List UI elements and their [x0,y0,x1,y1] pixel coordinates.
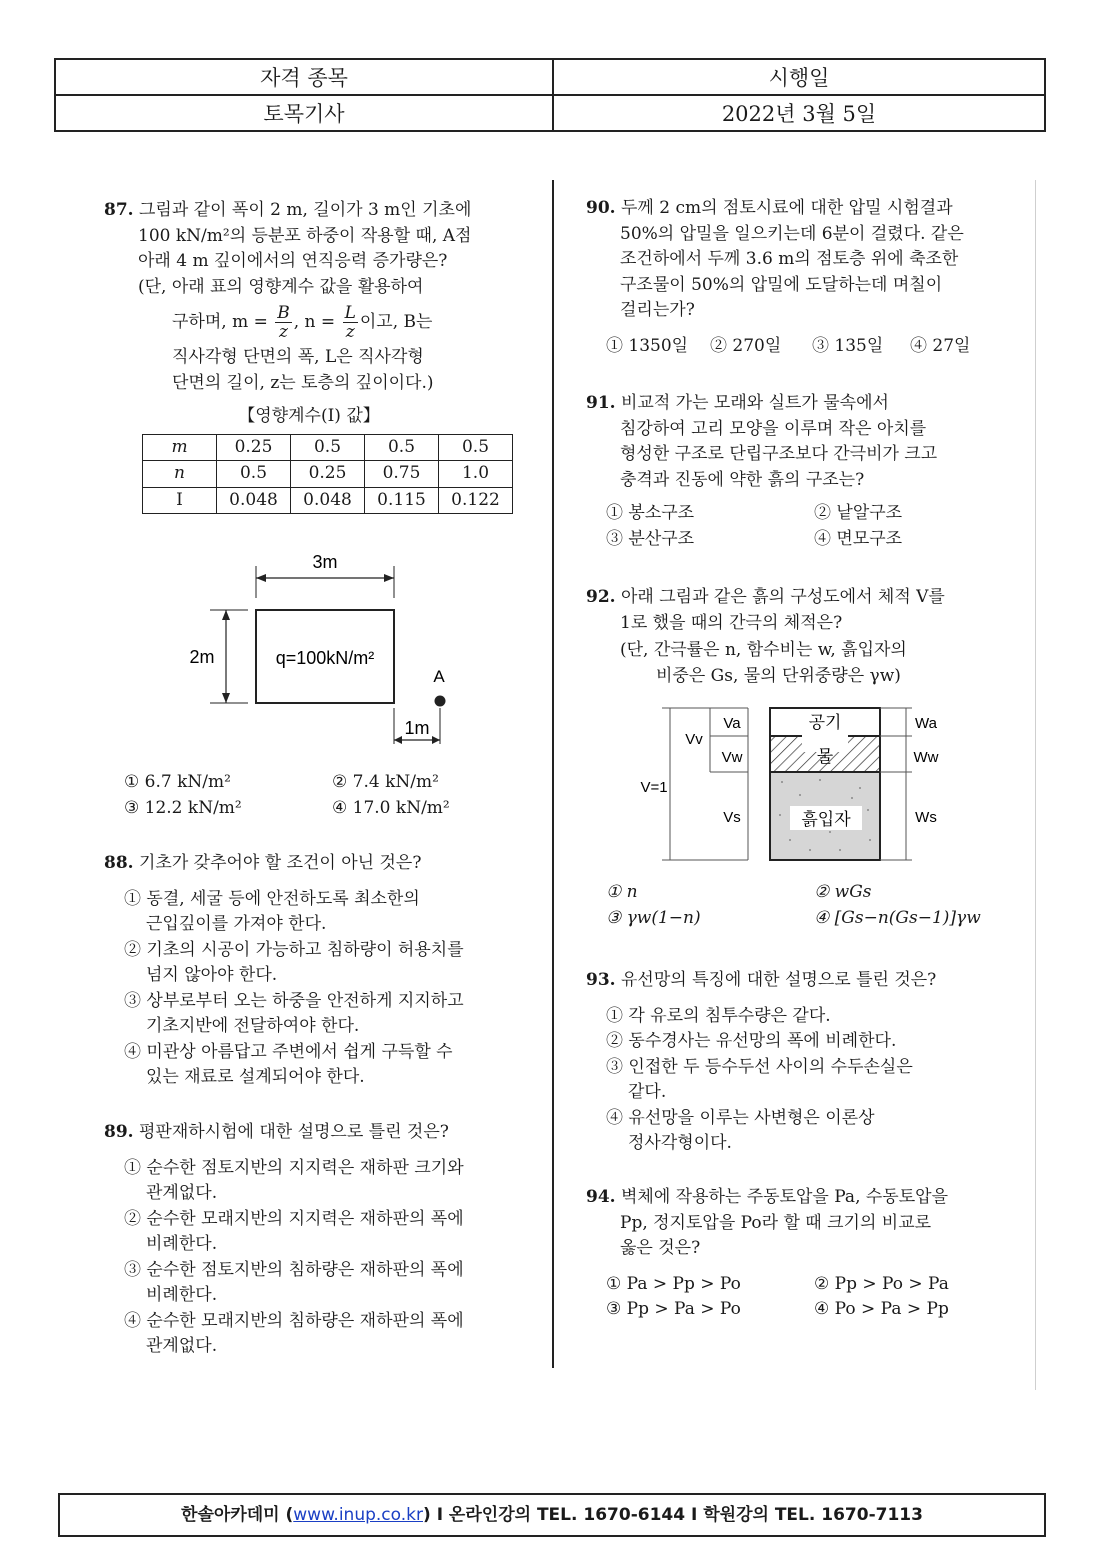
influence-table [142,434,513,515]
q87-option-2[interactable]: ② 7.4 kN/m² [332,772,439,792]
q94-number: 94. [586,1187,616,1207]
question-93 [586,968,1026,1157]
header-col2-title: 시행일 [553,59,1045,95]
header-col1-value: 토목기사 [55,95,553,131]
q87-foundation-figure [180,548,480,758]
point-a-label: A [433,667,445,686]
svg-text:Vs: Vs [723,809,741,826]
water-label: 물 [816,747,834,767]
q90-option-4[interactable]: ④ 27일 [910,335,971,356]
fraction-l-over-z: $\frac{L}{z}$ [344,303,356,342]
q87-line-2: 100 kN/m²의 등분포 하중이 작용할 때, A점 [138,225,472,246]
offset-label: 1m [404,718,430,738]
column-divider [552,180,554,1368]
solid-label: 흙입자 [801,810,851,830]
q89-number: 89. [104,1122,134,1142]
q87-formula: 구하며, m = $\frac{B}{z}$ , n = $\frac{L}{z}$ 이고, B는 [172,303,433,342]
table-row: n 0.5 0.25 0.75 1.0 [143,461,513,488]
q87-options [104,770,544,821]
q90-option-2[interactable]: ② 270일 [710,335,782,356]
footer-contact: ) I 온라인강의 TEL. 1670-6144 I 학원강의 TEL. 1670-7113 [423,1505,923,1525]
q90-option-1[interactable]: ① 1350일 [606,335,689,356]
load-label: q=100kN/m² [275,648,375,668]
question-87 [104,198,544,514]
influence-table-title: 【영향계수(I) 값】 [238,406,380,426]
q88-option-4[interactable]: ④ 미관상 아름답고 주변에서 쉽게 구득할 수 있는 재료로 설계되어야 한다. [124,1041,453,1087]
q87-line-3: 아래 4 m 깊이에서의 연직응력 증가량은? [138,251,448,271]
q92-note-2: 비중은 Gs, 물의 단위중량은 γw) [656,665,901,686]
q89-stem: 평판재하시험에 대한 설명으로 틀린 것은? [138,1122,449,1142]
q92-option-2[interactable]: ② wGs [814,882,872,902]
q89-option-3[interactable]: ③ 순수한 점토지반의 침하량은 재하판의 폭에 비례한다. [124,1259,464,1305]
svg-text:Va: Va [723,715,741,732]
q91-option-1[interactable]: ① 봉소구조 [606,503,695,523]
q91-option-2[interactable]: ② 낱알구조 [814,503,903,523]
q93-option-1[interactable]: ① 각 유로의 침투수량은 같다. [606,1005,831,1026]
footer-bar [58,1493,1046,1537]
q89-option-1[interactable]: ① 순수한 점토지반의 지지력은 재하판 크기와 관계없다. [124,1157,464,1203]
svg-text:Vw: Vw [721,749,743,766]
q94-option-4[interactable]: ④ Po > Pa > Pp [814,1299,949,1319]
svg-text:Vv: Vv [685,731,703,748]
q94-option-2[interactable]: ② Pp > Po > Pa [814,1273,949,1294]
width-label: 3m [312,552,338,572]
question-94: 94. 벽체에 작용하는 주동토압을 Pa, 수동토압을 Pp, 정지토압을 Po라 할 때 크기의 비교로 옳은 것은? ① Pa > Pp > Po ② Pp > Po > Pa ③ Pp > Pa > Po ④ Po > Pa > Pp [586,1185,1026,1323]
q92-soil-phase-figure [630,700,950,870]
header-table [54,58,1046,132]
svg-text:Ws: Ws [915,809,937,826]
q92-option-1[interactable]: ① n [606,882,638,902]
table-row: m 0.25 0.5 0.5 0.5 [143,434,513,461]
air-label: 공기 [808,713,842,733]
q88-number: 88. [104,853,134,873]
question-92: 92. 아래 그림과 같은 흙의 구성도에서 체적 V를 1로 했을 때의 간극의 체적은? (단, 간극률은 n, 함수비는 w, 흙입자의 비중은 Gs, 물의 단위중량은 γw) [586,585,1026,689]
table-row: I 0.048 0.048 0.115 0.122 [143,487,513,514]
q92-number: 92. [586,587,616,607]
q90-number: 90. [586,198,616,218]
question-91: 91. 비교적 가는 모래와 실트가 물속에서 침강하여 고리 모양을 이루며 작은 아치를 형성한 구조로 단립구조보다 간극비가 크고 충격과 진동에 약한 흙의 구조는? ① 봉소구조 ② 낱알구조 ③ 분산구조 ④ 면모구조 [586,391,1026,552]
q93-stem: 유선망의 특징에 대한 설명으로 틀린 것은? [620,970,937,990]
footer-name: 한솔아카데미 ( [181,1505,294,1525]
height-label: 2m [189,647,215,667]
q91-option-4[interactable]: ④ 면모구조 [814,528,903,549]
header-col1-title: 자격 종목 [55,59,553,95]
q87-line-6: 단면의 길이, z는 토층의 깊이이다.) [172,372,434,393]
right-margin-rule [1035,180,1036,1390]
footer-link[interactable]: www.inup.co.kr [293,1505,423,1525]
q89-option-2[interactable]: ② 순수한 모래지반의 지지력은 재하판의 폭에 비례한다. [124,1208,464,1254]
fraction-b-over-z: $\frac{B}{z}$ [277,303,290,342]
q88-option-1[interactable]: ① 동결, 세굴 등에 안전하도록 최소한의 근입깊이를 가져야 한다. [124,888,420,934]
q88-option-2[interactable]: ② 기초의 시공이 가능하고 침하량이 허용치를 넘지 않아야 한다. [124,939,464,985]
question-89 [104,1120,544,1360]
q88-option-3[interactable]: ③ 상부로부터 오는 하중을 안전하게 지지하고 기초지반에 전달하여야 한다. [124,990,464,1036]
q87-line-5: 직사각형 단면의 폭, L은 직사각형 [172,347,424,367]
svg-text:V=1: V=1 [640,779,668,796]
q94-option-1[interactable]: ① Pa > Pp > Po [606,1273,741,1294]
q93-option-2[interactable]: ② 동수경사는 유선망의 폭에 비례한다. [606,1031,897,1051]
q88-stem: 기초가 갖추어야 할 조건이 아닌 것은? [138,853,422,873]
q93-number: 93. [586,970,616,990]
q91-number: 91. [586,393,616,413]
q87-option-3[interactable]: ③ 12.2 kN/m² [124,797,242,818]
q87-line-1: 그림과 같이 폭이 2 m, 길이가 3 m인 기초에 [138,200,472,220]
q93-option-4[interactable]: ④ 유선망을 이루는 사변형은 이론상 정사각형이다. [606,1107,875,1153]
q87-number: 87. [104,200,134,220]
q92-option-3[interactable]: ③ γw(1−n) [606,907,701,928]
q89-option-4[interactable]: ④ 순수한 모래지반의 침하량은 재하판의 폭에 관계없다. [124,1310,464,1356]
svg-text:Ww: Ww [913,749,939,766]
q91-option-3[interactable]: ③ 분산구조 [606,528,695,549]
q92-note-1: (단, 간극률은 n, 함수비는 w, 흙입자의 [620,640,907,660]
question-88 [104,851,544,1091]
q87-line-4: (단, 아래 표의 영향계수 값을 활용하여 [138,276,424,297]
question-90: 90. 두께 2 cm의 점토시료에 대한 압밀 시험결과 50%의 압밀을 일으키는데 6분이 걸렸다. 같은 조건하에서 두께 3.6 m의 점토층 위에 축조한 구조물이 50%의 압밀에 도달하는데 며칠이 걸리는가? ① 1350일 ② 270일 ③ 135일 ④ 27일 [586,196,1026,359]
q87-option-4[interactable]: ④ 17.0 kN/m² [332,797,450,818]
header-col2-value: 2022년 3월 5일 [553,95,1045,131]
q92-options [586,880,1026,931]
q93-option-3[interactable]: ③ 인접한 두 등수두선 사이의 수두손실은 같다. [606,1056,913,1102]
point-a-dot [435,696,446,707]
q87-option-1[interactable]: ① 6.7 kN/m² [124,772,231,792]
q90-option-3[interactable]: ③ 135일 [812,335,884,356]
svg-text:Wa: Wa [915,715,937,732]
q92-option-4[interactable]: ④ [Gs−n(Gs−1)]γw [814,907,981,928]
q94-option-3[interactable]: ③ Pp > Pa > Po [606,1299,741,1319]
